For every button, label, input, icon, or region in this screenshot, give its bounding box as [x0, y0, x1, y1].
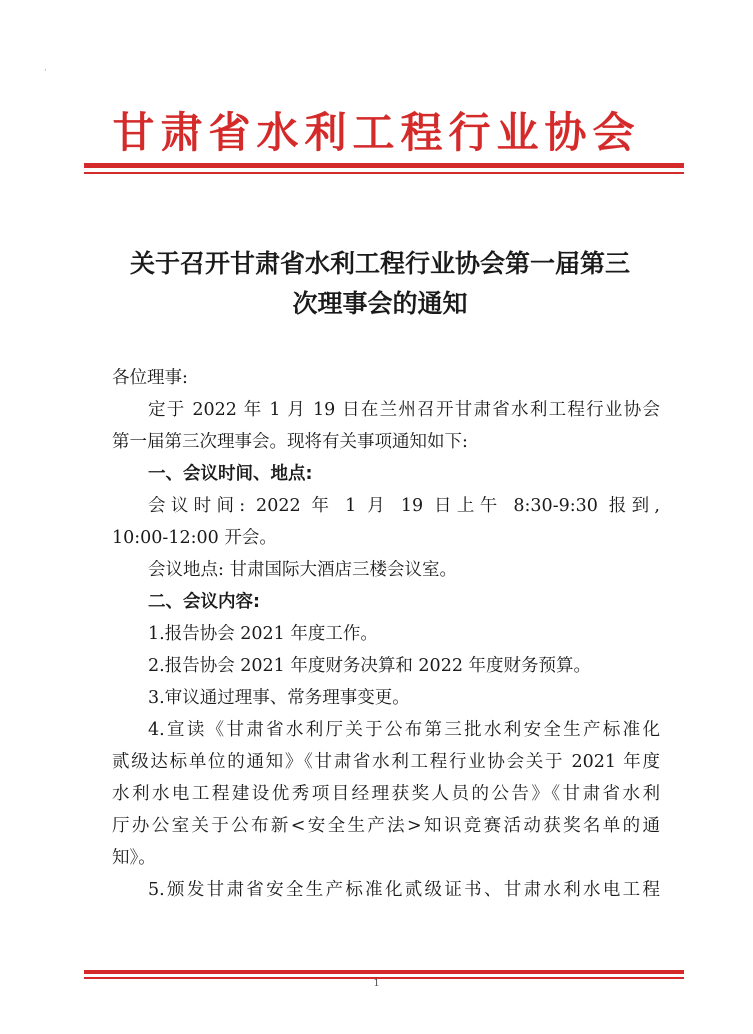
agenda-item-4-line-2: 贰级达标单位的通知》《甘肃省水利工程行业协会关于 2021 年度	[112, 752, 660, 772]
paragraph-intro-line-2: 第一届第三次理事会。现将有关事项通知如下:	[112, 432, 468, 452]
salutation: 各位理事:	[112, 368, 188, 388]
section-heading-content: 二、会议内容:	[148, 592, 260, 612]
letterhead-rule-thin	[84, 172, 684, 174]
agenda-item-4-line-4: 厅办公室关于公布新<安全生产法>知识竞赛活动获奖名单的通	[112, 816, 660, 836]
notice-title	[100, 244, 660, 324]
meeting-location: 会议地点: 甘肃国际大酒店三楼会议室。	[148, 560, 457, 580]
meeting-time-line-2: 10:00-12:00 开会。	[112, 528, 277, 548]
letterhead-rule-thick	[84, 163, 684, 168]
section-heading-time-location: 一、会议时间、地点:	[148, 464, 313, 484]
agenda-item-4-line-3: 水利水电工程建设优秀项目经理获奖人员的公告》《甘肃省水利	[112, 784, 660, 804]
agenda-item-5-line-1: 5.颁发甘肃省安全生产标准化贰级证书、甘肃水利水电工程	[148, 880, 660, 900]
agenda-item-4-line-5: 知》。	[112, 848, 156, 868]
agenda-item-1: 1.报告协会 2021 年度工作。	[148, 624, 378, 644]
notice-title-line-2: 次理事会的通知	[292, 289, 468, 318]
agenda-item-4-line-1: 4.宣读《甘肃省水利厅关于公布第三批水利安全生产标准化	[148, 720, 660, 740]
meeting-time-line-1: 会议时间: 2022 年 1 月 19 日上午 8:30-9:30 报到,	[148, 496, 660, 516]
scan-artifact: ·	[44, 66, 47, 76]
letterhead-org-name: 甘肃省水利工程行业协会	[112, 108, 641, 157]
notice-title-line-1: 关于召开甘肃省水利工程行业协会第一届第三	[129, 249, 630, 278]
page-number: 1	[373, 978, 380, 989]
agenda-item-3: 3.审议通过理事、常务理事变更。	[148, 688, 410, 708]
notice-body	[112, 362, 660, 906]
agenda-item-2: 2.报告协会 2021 年度财务决算和 2022 年度财务预算。	[148, 656, 592, 676]
paragraph-intro-line-1: 定于 2022 年 1 月 19 日在兰州召开甘肃省水利工程行业协会	[148, 400, 660, 420]
footer-rule-thick	[84, 970, 684, 974]
